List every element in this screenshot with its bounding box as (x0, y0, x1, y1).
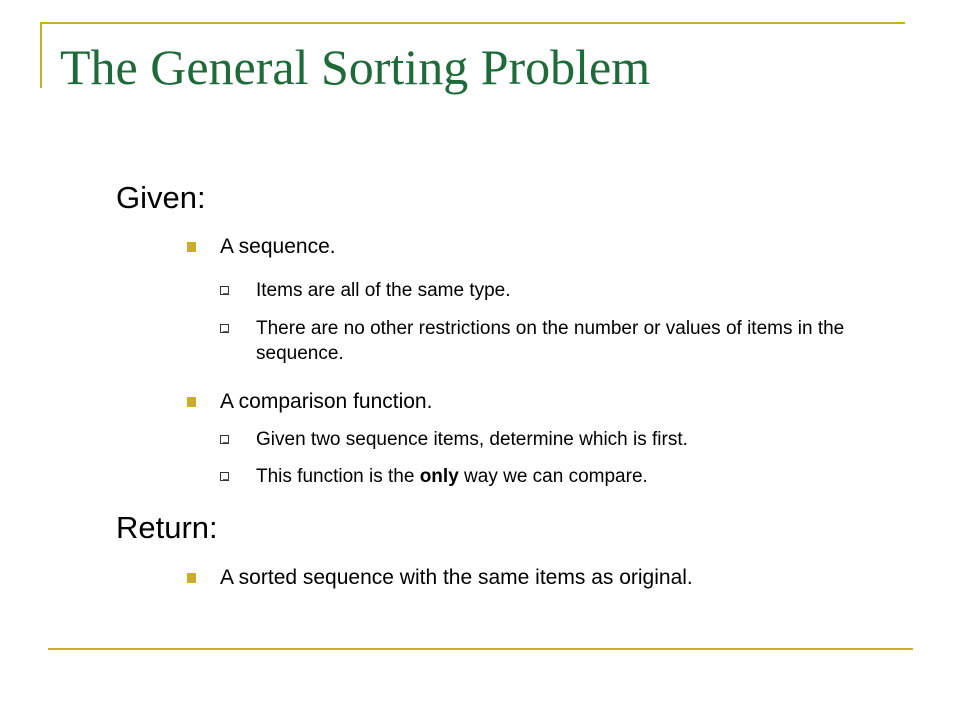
box-bullet-icon (220, 472, 229, 481)
given-heading: Given: (116, 180, 206, 215)
square-bullet-icon (187, 242, 196, 252)
bottom-rule (48, 648, 913, 650)
item-label: A sorted sequence with the same items as original. (220, 566, 693, 589)
item-label: A comparison function. (220, 390, 433, 413)
box-bullet-icon (220, 286, 229, 295)
left-rule (40, 22, 42, 88)
sub-item-text-before: This function is the (256, 466, 420, 487)
sub-item-text-after: way we can compare. (458, 466, 648, 487)
sub-item-text: Given two sequence items, determine which is first. (256, 429, 688, 450)
box-bullet-icon (220, 435, 229, 444)
sub-item-text: Items are all of the same type. (256, 280, 511, 301)
top-rule (40, 22, 905, 24)
sub-item-text (256, 464, 916, 489)
slide-title: The General Sorting Problem (60, 39, 651, 95)
item-label: A sequence. (220, 235, 336, 258)
square-bullet-icon (187, 397, 196, 407)
box-bullet-icon (220, 324, 229, 333)
square-bullet-icon (187, 573, 196, 583)
sub-item-text: There are no other restrictions on the number or values of items in the sequence. (256, 318, 845, 364)
emphasis-only: only (419, 466, 459, 487)
return-heading: Return: (116, 510, 218, 545)
